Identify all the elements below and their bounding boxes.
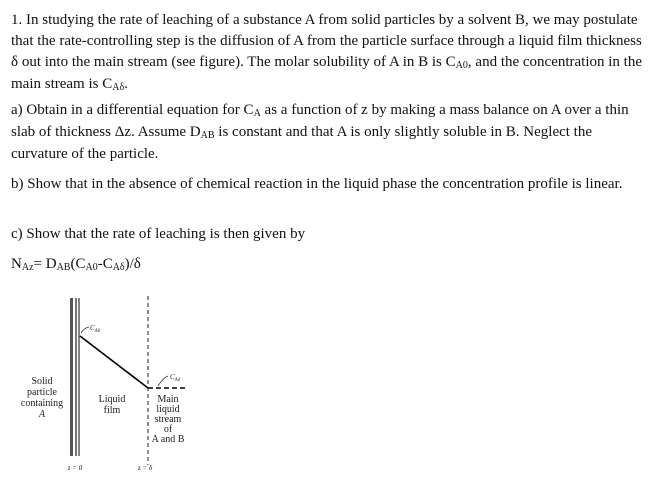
eq-n: N [11,256,22,272]
part-a [11,100,651,165]
eq-n-sub: Az [21,262,34,273]
problem-statement [11,10,651,96]
dab-subscript: AB [200,130,215,141]
ca0-subscript: A0 [455,60,468,71]
ca0-leader [81,327,89,333]
part-c: c) Show that the rate of leaching is then given by [11,226,306,242]
eq-minus-c: -C [97,256,113,272]
eq-d-sub: AB [56,262,71,273]
leaching-rate-equation [11,254,651,276]
leaching-diagram [0,290,660,479]
particle-surface-wall-outer [70,298,73,456]
eq-equals-d: = D [33,256,57,272]
main-label-line3: stream [154,414,182,425]
main-label-line2: liquid [156,404,180,415]
z0-label: z = 0 [67,464,83,472]
problem-intro-text: 1. In studying the rate of leaching of a substance A from solid particles by a solvent B, we may postulate that the rate-controlling step is the diffusion of A from the particle surface through a liquid film thickness δ out into the main stream (see figure). The molar solubility of A in B is [11,12,642,70]
problem-mid-text: , and the concentration in the main stream is C [11,54,643,92]
solid-label-line3: containing [20,398,64,409]
ca0-label: $C_{A0}$ [90,324,101,334]
cad-label: $C_{A\delta}$ [170,373,181,383]
solid-label-line2: particle [27,387,57,398]
zdelta-label: z = δ [137,464,153,472]
part-a-text-2: as a function of z by making a mass balance on A over a thin slab of thickness Δz. Assume D [11,102,629,140]
main-label-line5: A and B [151,434,185,445]
solid-label-line1: Solid [31,376,53,387]
solid-label-line4: A [38,409,46,420]
eq-end: )/δ [124,256,141,272]
part-a-text-1: a) Obtain in a differential equation for C [11,102,254,118]
eq-open: (C [70,256,86,272]
eq-c1-sub: A0 [85,262,98,273]
particle-surface-wall-inner [75,298,77,456]
ca-subscript: A [253,108,261,119]
problem-end-text: . [124,76,128,92]
part-b: b) Show that in the absence of chemical reaction in the liquid phase the concentration profile is linear. [11,176,623,192]
cad-leader [158,376,168,386]
concentration-profile-line [80,336,148,388]
eq-c2-sub: Aδ [112,262,125,273]
liquid-label-line1: Liquid [98,394,126,405]
part-a-text-3: is constant and that A is only slightly soluble in B. Neglect the curvature of the particle. [11,124,592,162]
liquid-label-line2: film [103,405,121,416]
ca0-symbol: C [445,54,456,70]
main-label-line4: of [163,424,173,435]
main-label-line1: Main [157,394,179,405]
cad-subscript: Aδ [112,82,125,93]
